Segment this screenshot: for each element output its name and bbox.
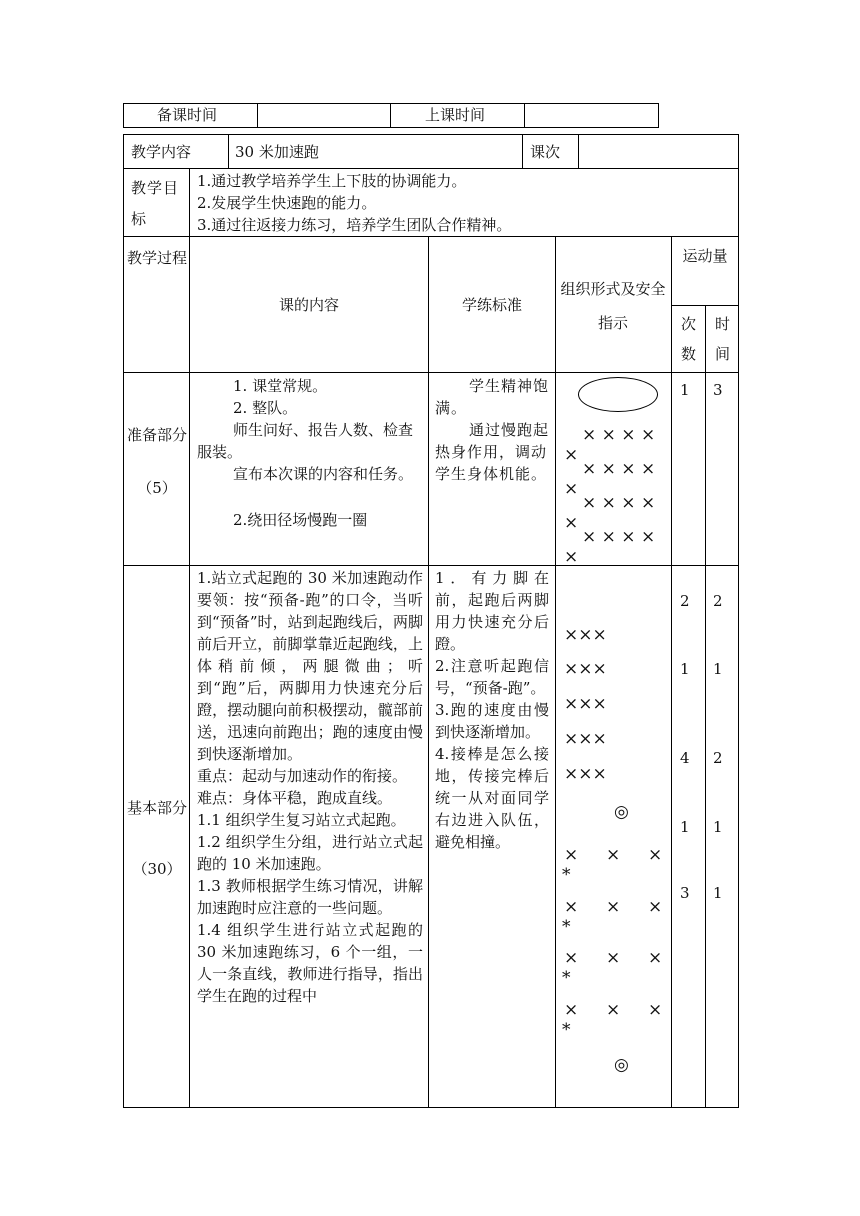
basic-duration: 1 bbox=[713, 818, 723, 836]
relay-mark: × bbox=[564, 897, 579, 917]
prep-standard-line: 学生精神饱满。 bbox=[435, 377, 550, 417]
basic-times: 1 bbox=[680, 818, 690, 836]
basic-content-line: 1.2 组织学生分组，进行站立式起跑的 10 米加速跑。 bbox=[197, 833, 423, 873]
basic-times: 4 bbox=[680, 749, 690, 767]
formation-row: × × × × × bbox=[564, 493, 656, 533]
session-label: 课次 bbox=[530, 143, 561, 161]
basic-standard bbox=[435, 567, 549, 853]
relay-mark: × bbox=[648, 897, 663, 917]
relay-mark: * bbox=[562, 1020, 571, 1040]
goal-item: 3.通过往返接力练习，培养学生团队合作精神。 bbox=[197, 216, 512, 234]
relay-mark: × bbox=[564, 948, 579, 968]
standard-header: 学练标准 bbox=[461, 296, 522, 314]
basic-duration: 1 bbox=[713, 660, 723, 678]
formation-column-row: ××× bbox=[564, 729, 607, 749]
formation-row: × × × × × bbox=[564, 425, 656, 465]
relay-mark: * bbox=[562, 968, 571, 988]
basic-content bbox=[197, 567, 423, 1007]
organization-header: 组织形式及安全指示 bbox=[560, 280, 666, 332]
prep-standard-line: 通过慢跑起热身作用，调动学生身体机能。 bbox=[435, 421, 550, 483]
prep-duration: 3 bbox=[713, 381, 723, 399]
prep-label: 准备部分 bbox=[127, 426, 188, 444]
basic-duration: 1 bbox=[713, 884, 723, 902]
goal-item: 2.发展学生快速跑的能力。 bbox=[197, 194, 377, 212]
relay-mark: × bbox=[606, 845, 621, 865]
col-divider bbox=[555, 236, 556, 1108]
prep-content-line: 宣布本次课的内容和任务。 bbox=[233, 465, 414, 483]
prep-content-line: 师生问好、报告人数、检查服装。 bbox=[197, 421, 414, 461]
relay-mark: × bbox=[564, 1000, 579, 1020]
basic-content-line: 1.站立式起跑的 30 米加速跑动作要领：按“预备-跑”的口令，当听到“预备”时，站到起跑线后，两脚前后开立，前脚掌靠近起跑线，上体稍前倾，两腿微曲；听到“跑”后，两脚用力快速充分后蹬，摆动腿向前积极摆动，髋部前送，迅速向前跑出；跑的速度由慢到快逐渐增加。 bbox=[197, 569, 423, 763]
goal-item: 1.通过教学培养学生上下肢的协调能力。 bbox=[197, 172, 467, 190]
formation-column-row: ××× bbox=[564, 764, 607, 784]
basic-times: 3 bbox=[680, 884, 690, 902]
basic-content-line: 1.1 组织学生复习站立式起跑。 bbox=[197, 811, 406, 829]
prep-times: 1 bbox=[680, 381, 690, 399]
content-header: 课的内容 bbox=[278, 296, 339, 314]
content-value: 30 米加速跑 bbox=[235, 143, 319, 161]
relay-mark: × bbox=[606, 1000, 621, 1020]
relay-mark: × bbox=[606, 897, 621, 917]
row-divider bbox=[123, 236, 739, 237]
basic-content-line: 1.4 组织学生进行站立式起跑的 30 米加速跑练习，6 个一组，一人一条直线，教师进行指导，指出学生在跑的过程中 bbox=[197, 921, 423, 1005]
circle-formation bbox=[578, 377, 658, 412]
relay-mark: * bbox=[562, 917, 571, 937]
basic-duration: 2 bbox=[713, 749, 723, 767]
row-divider bbox=[123, 372, 739, 373]
content-label: 教学内容 bbox=[131, 143, 192, 161]
row-divider bbox=[671, 305, 739, 306]
formation-column-row: ××× bbox=[564, 625, 607, 645]
class-time-label: 上课时间 bbox=[425, 106, 486, 124]
teacher-position-mark: ◎ bbox=[614, 1055, 629, 1075]
col-divider bbox=[671, 236, 672, 1108]
prep-content-line: 2.绕田径场慢跑一圈 bbox=[233, 511, 368, 529]
basic-minutes: （30） bbox=[132, 860, 182, 878]
col-divider bbox=[428, 236, 429, 1108]
relay-mark: × bbox=[564, 845, 579, 865]
prep-time-label: 备课时间 bbox=[157, 106, 218, 124]
relay-mark: × bbox=[648, 948, 663, 968]
basic-content-line: 1.3 教师根据学生练习情况，讲解加速跑时应注意的一些问题。 bbox=[197, 877, 423, 917]
col-divider bbox=[522, 134, 523, 168]
formation-row: × × × × × bbox=[564, 459, 656, 499]
col-divider bbox=[578, 134, 579, 168]
prep-minutes: （5） bbox=[137, 479, 177, 497]
row-divider bbox=[123, 168, 739, 169]
prep-content-line: 1. 课堂常规。 bbox=[233, 377, 328, 395]
prep-time-value-cell bbox=[257, 103, 391, 128]
basic-content-line: 重点：起动与加速动作的衔接。 bbox=[197, 767, 408, 785]
prep-content-line: 2. 整队。 bbox=[233, 399, 298, 417]
goals-label: 教学目标 bbox=[131, 179, 180, 228]
class-time-value-cell bbox=[524, 103, 659, 128]
relay-mark: * bbox=[562, 865, 571, 885]
basic-content-line: 难点：身体平稳，跑成直线。 bbox=[197, 789, 393, 807]
basic-standard-line: 2.注意听起跑信号，“预备-跑”。 bbox=[435, 657, 549, 697]
basic-standard-line: 4.接棒是怎么接地，传接完棒后统一从对面同学右边进入队伍，避免相撞。 bbox=[435, 745, 549, 851]
formation-column-row: ××× bbox=[564, 694, 607, 714]
duration-header: 时间 bbox=[714, 315, 730, 363]
col-divider bbox=[228, 134, 229, 168]
teacher-position-mark: ◎ bbox=[614, 802, 629, 822]
relay-mark: × bbox=[648, 1000, 663, 1020]
col-divider bbox=[705, 305, 706, 1108]
basic-duration: 2 bbox=[713, 592, 723, 610]
process-header: 教学过程 bbox=[127, 249, 188, 267]
formation-column-row: ××× bbox=[564, 659, 607, 679]
times-header: 次数 bbox=[680, 315, 696, 363]
basic-standard-line: 1．有力脚在前，起跑后两脚用力快速充分后蹬。 bbox=[435, 569, 549, 653]
basic-times: 1 bbox=[680, 660, 690, 678]
basic-standard-line: 3.跑的速度由慢到快逐渐增加。 bbox=[435, 701, 549, 741]
load-header: 运动量 bbox=[682, 247, 728, 265]
relay-mark: × bbox=[606, 948, 621, 968]
relay-mark: × bbox=[648, 845, 663, 865]
formation-row: × × × × × bbox=[564, 527, 656, 567]
basic-times: 2 bbox=[680, 592, 690, 610]
basic-label: 基本部分 bbox=[127, 799, 188, 817]
